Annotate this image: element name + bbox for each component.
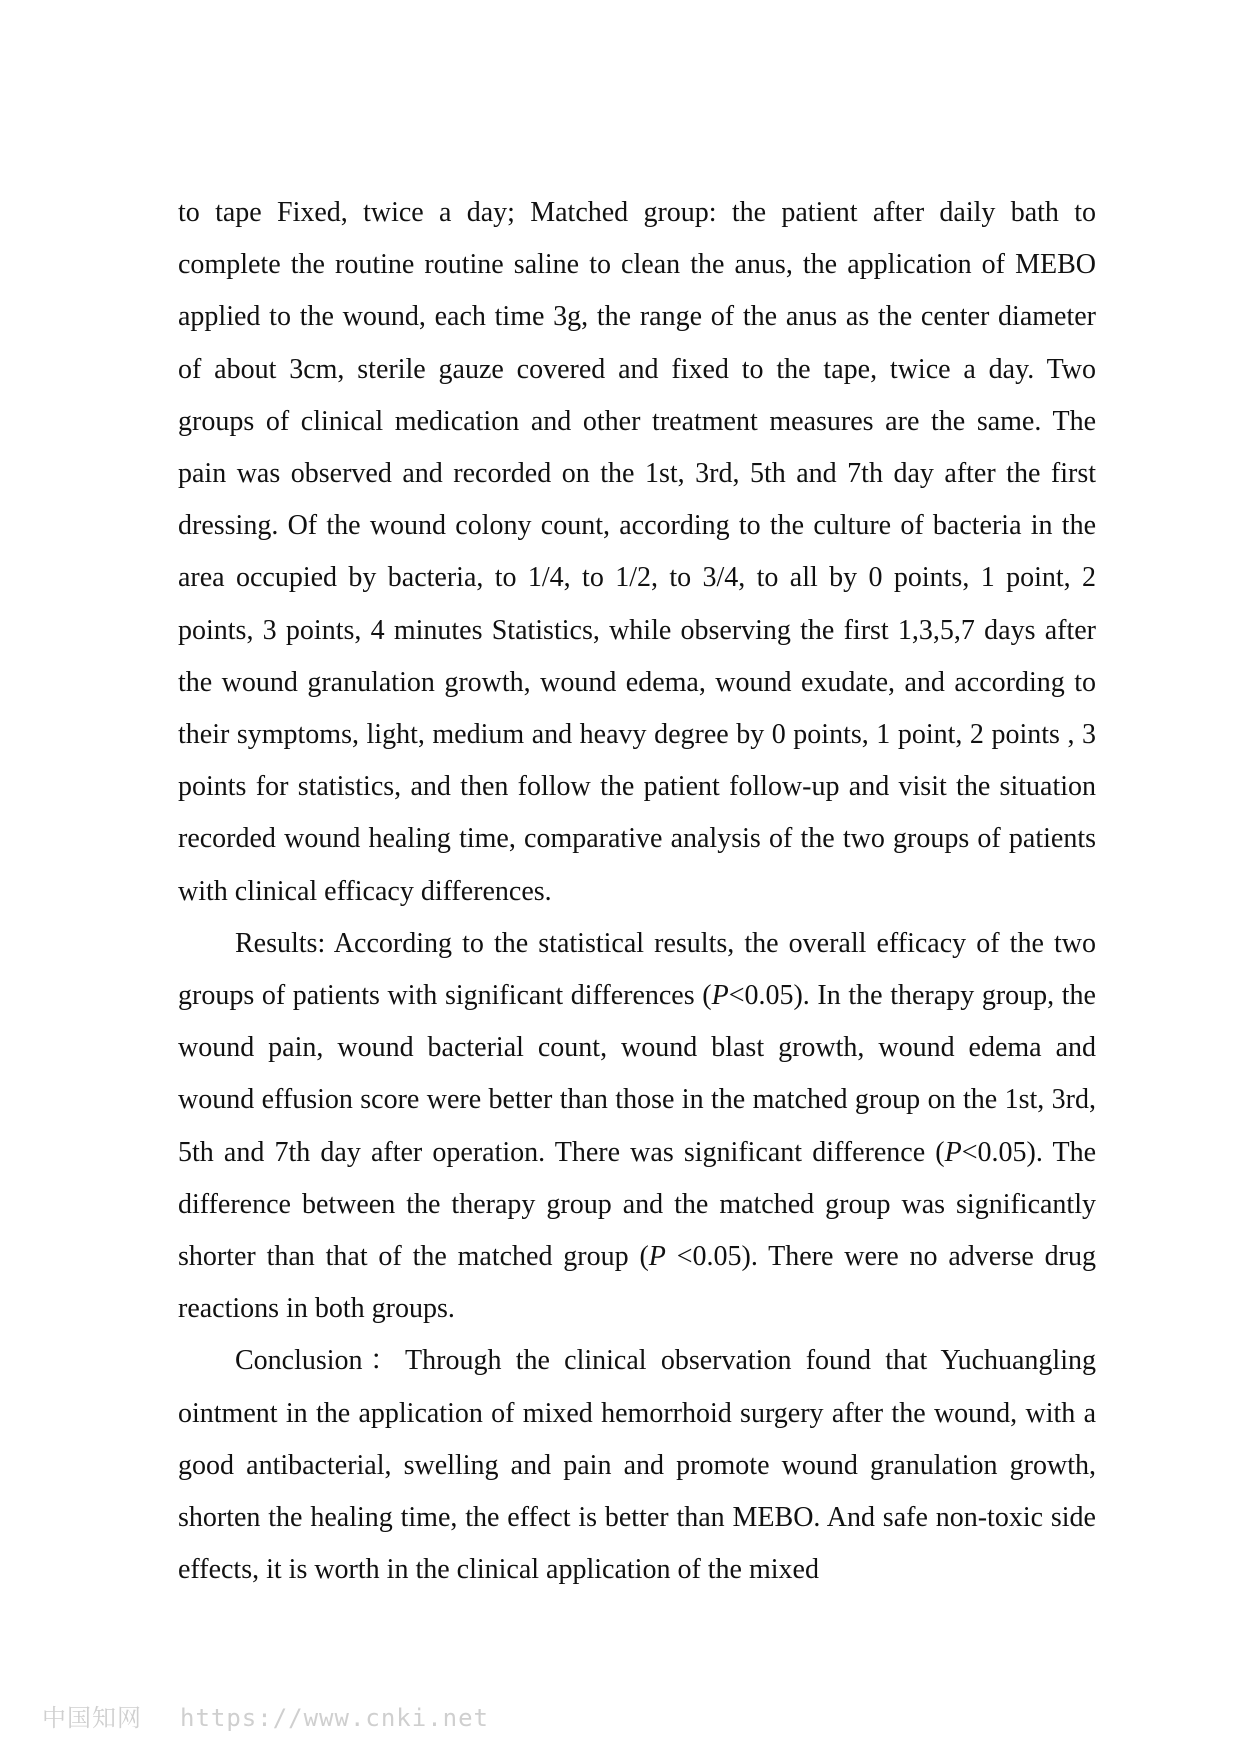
p-value-symbol: P [944,1136,962,1168]
p-value-symbol: P [648,1241,666,1273]
abstract-body [178,187,1096,1596]
conclusion-paragraph: Conclusion：Through the clinical observation found that Yuchuangling ointment in the application of mixed hemorrhoid surgery after the wound, with a good antibacterial, swelling and pain and promote wound granulation growth, shorten the healing time, the effect is better than MEBO. And safe non-toxic side effects, it is worth in the clinical application of the mixed [178,1345,1096,1586]
methods-paragraph: to tape Fixed, twice a day; Matched group: the patient after daily bath to complete the routine routine saline to clean the anus, the application of MEBO applied to the wound, each time 3g, the range of the anus as the center diameter of about 3cm, sterile gauze covered and fixed to the tape, twice a day. Two groups of clinical medication and other treatment measures are the same. The pain was observed and recorded on the 1st, 3rd, 5th and 7th day after the first dressing. Of the wound colony count, according to the culture of bacteria in the area occupied by bacteria, to 1/4, to 1/2, to 3/4, to all by 0 points, 1 point, 2 points, 3 points, 4 minutes Statistics, while observing the first 1,3,5,7 days after the wound granulation growth, wound edema, wound exudate, and according to their symptoms, light, medium and heavy degree by 0 points, 1 point, 2 points , 3 points for statistics, and then follow the patient follow-up and visit the situation recorded wound healing time, comparative analysis of the two groups of patients with clinical efficacy differences. [178,197,1096,907]
results-text-3: <0.05). The difference between the therapy group and the matched group was significantly shorter than that of the matched group ( [178,1136,1097,1273]
cnki-url-watermark[interactable]: https://www.cnki.net [180,1704,489,1732]
results-text-4: <0.05). There were no adverse drug reactions in both groups. [178,1241,1096,1325]
results-paragraph [178,918,1096,1336]
results-text-1: Results: According to the statistical results, the overall efficacy of the two groups of patients with significant differences ( [178,927,1096,1012]
results-text-2: <0.05). In the therapy group, the wound pain, wound bacterial count, wound blast growth, wound edema and wound effusion score were better than those in the matched group on the 1st, 3rd, 5th and 7th day after operation. There was significant difference ( [178,980,1096,1168]
watermark-footer [42,1698,489,1733]
p-value-symbol: P [711,980,729,1012]
cnki-brand-watermark: 中国知网 [42,1704,142,1732]
